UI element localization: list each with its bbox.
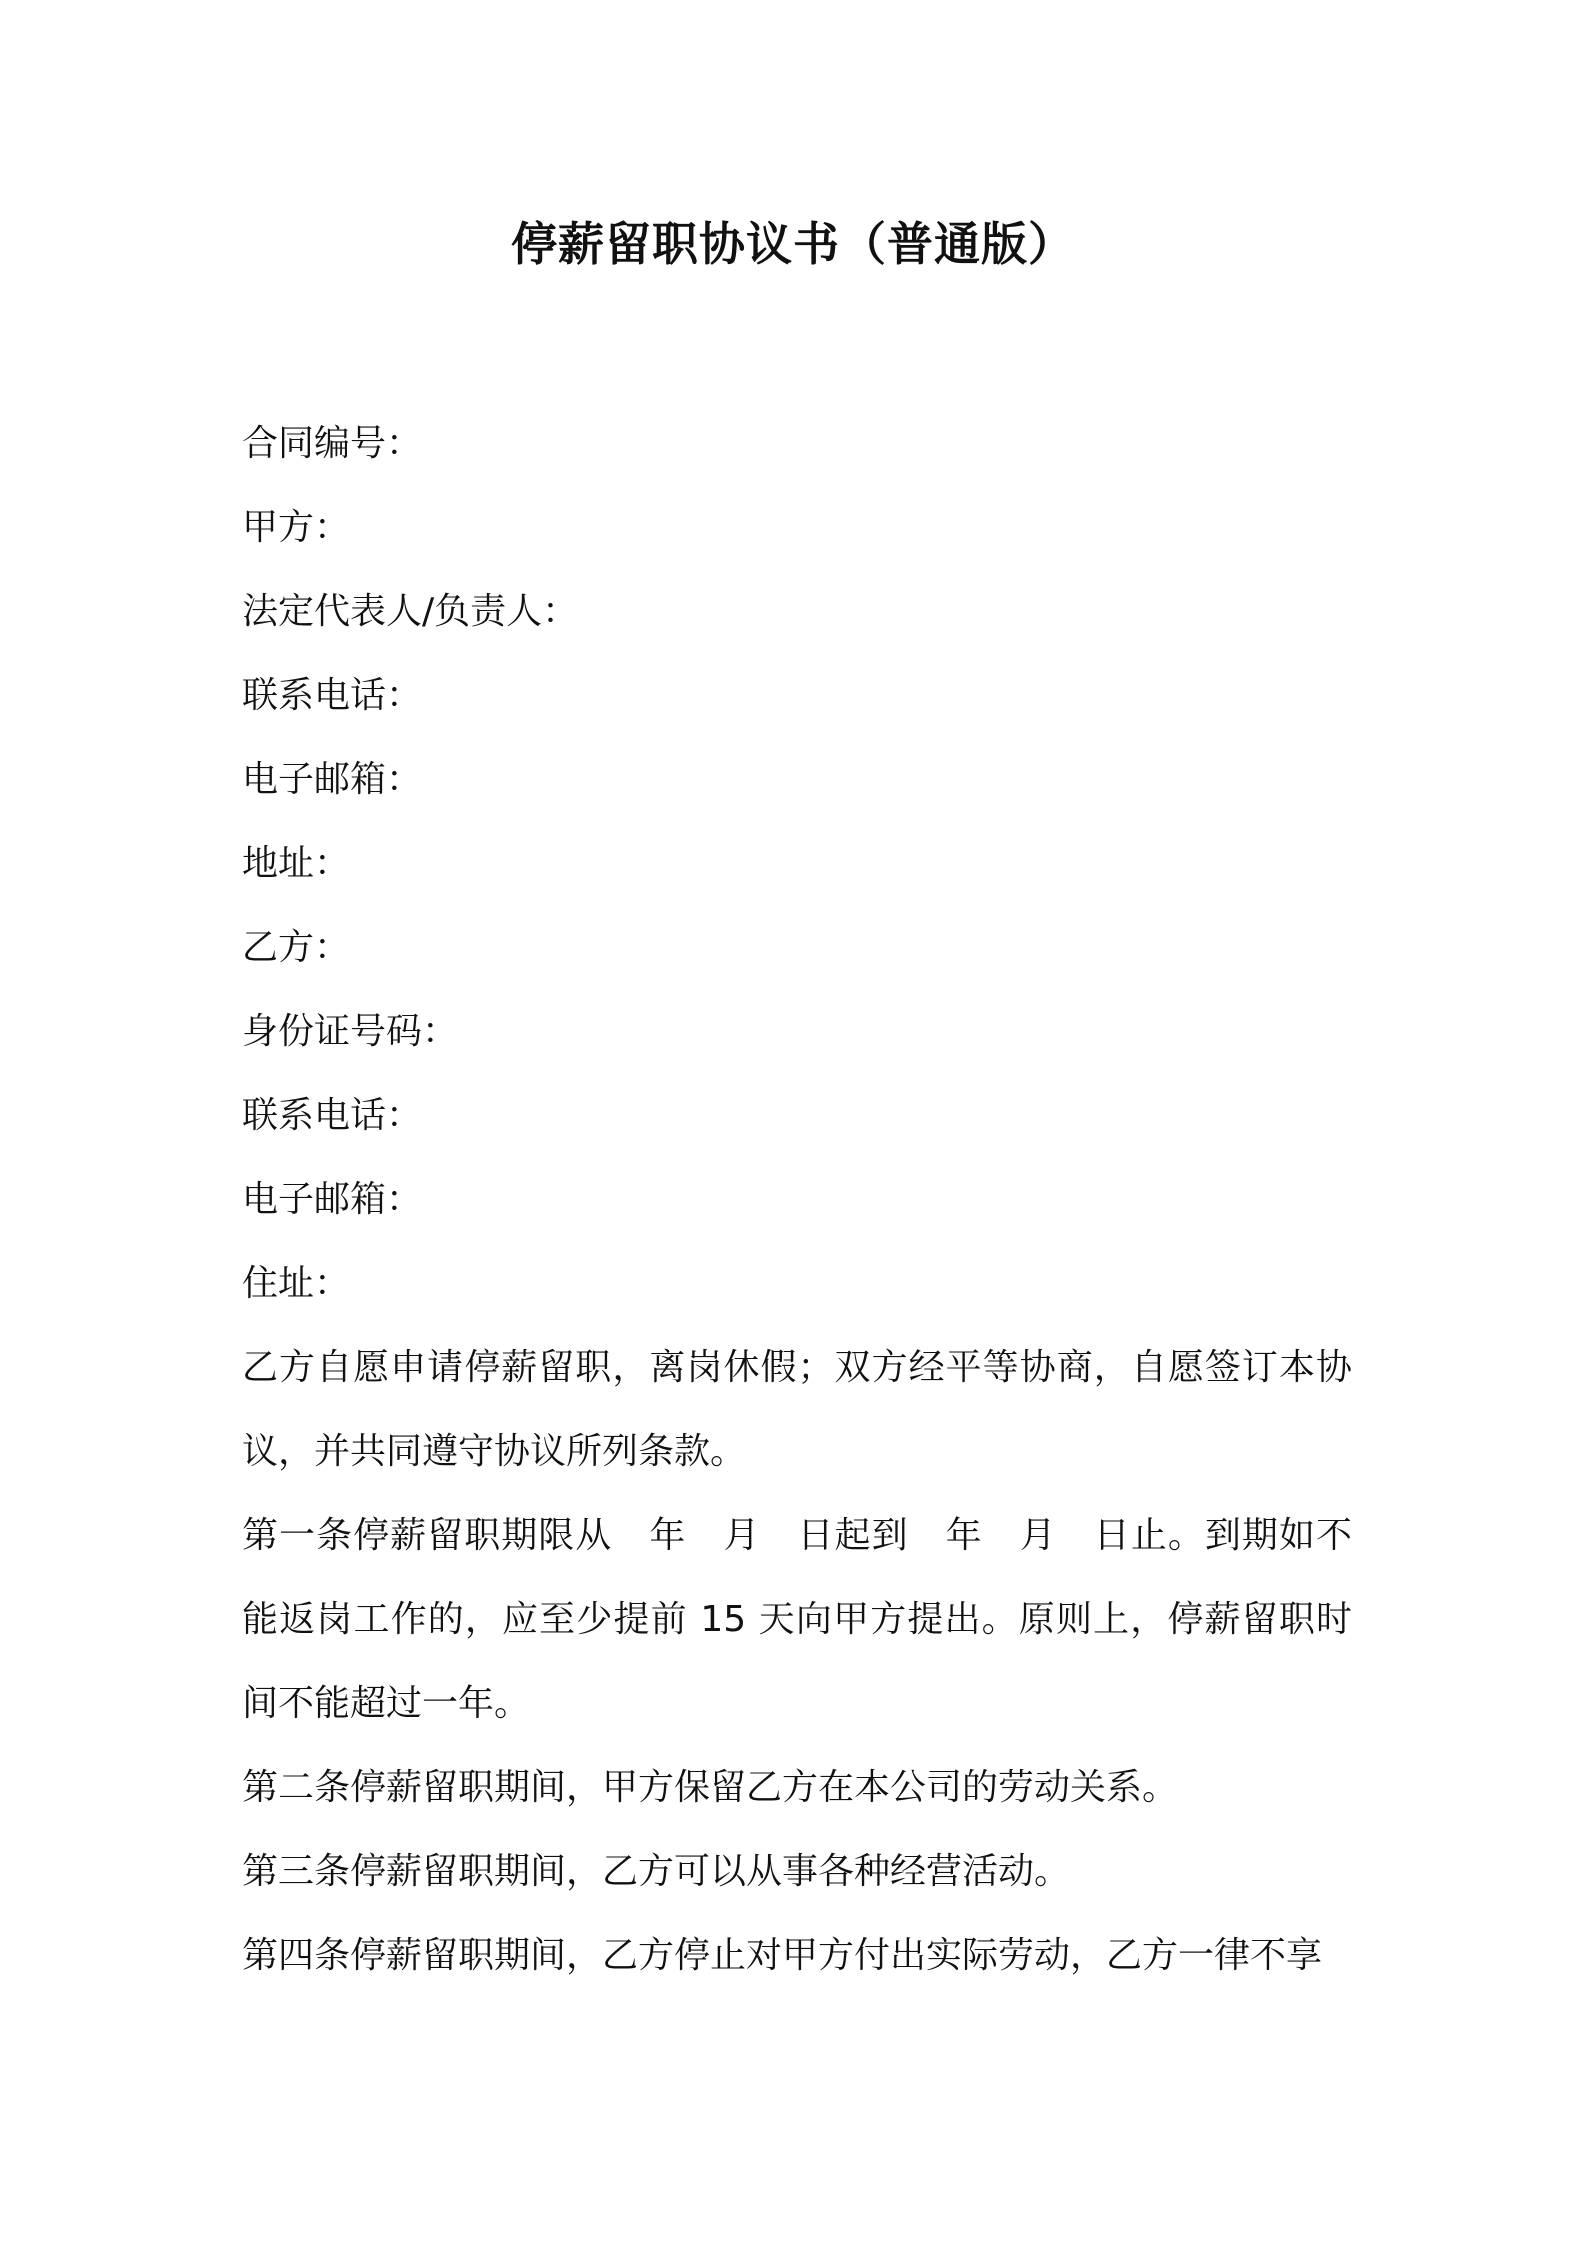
article-4: 第四条停薪留职期间，乙方停止对甲方付出实际劳动，乙方一律不享 (242, 1935, 1323, 1976)
field-party-b-email: 电子邮箱： (242, 1179, 423, 1220)
field-party-a: 甲方： (242, 507, 351, 548)
article-3: 第三条停薪留职期间，乙方可以从事各种经营活动。 (242, 1851, 1071, 1892)
field-party-a-email: 电子邮箱： (242, 759, 423, 800)
field-legal-representative: 法定代表人/负责人： (242, 591, 579, 632)
document-title: 停薪留职协议书（普通版） (511, 217, 1075, 271)
field-party-a-phone: 联系电话： (242, 675, 423, 716)
field-id-number: 身份证号码： (242, 1011, 459, 1052)
intro-paragraph: 乙方自愿申请停薪留职，离岗休假；双方经平等协商，自愿签订本协议，并共同遵守协议所列条款。 (242, 1347, 1352, 1472)
field-party-a-address: 地址： (242, 843, 351, 884)
field-contract-number: 合同编号： (242, 423, 423, 464)
article-2: 第二条停薪留职期间，甲方保留乙方在本公司的劳动关系。 (242, 1767, 1179, 1808)
field-party-b: 乙方： (242, 927, 351, 968)
article-1: 第一条停薪留职期限从 年 月 日起到 年 月 日止。到期如不能返岗工作的，应至少提前 15 天向甲方提出。原则上，停薪留职时间不能超过一年。 (242, 1515, 1352, 1724)
field-party-b-residence: 住址： (242, 1263, 351, 1304)
document-body (242, 402, 1352, 1998)
field-party-b-phone: 联系电话： (242, 1095, 423, 1136)
